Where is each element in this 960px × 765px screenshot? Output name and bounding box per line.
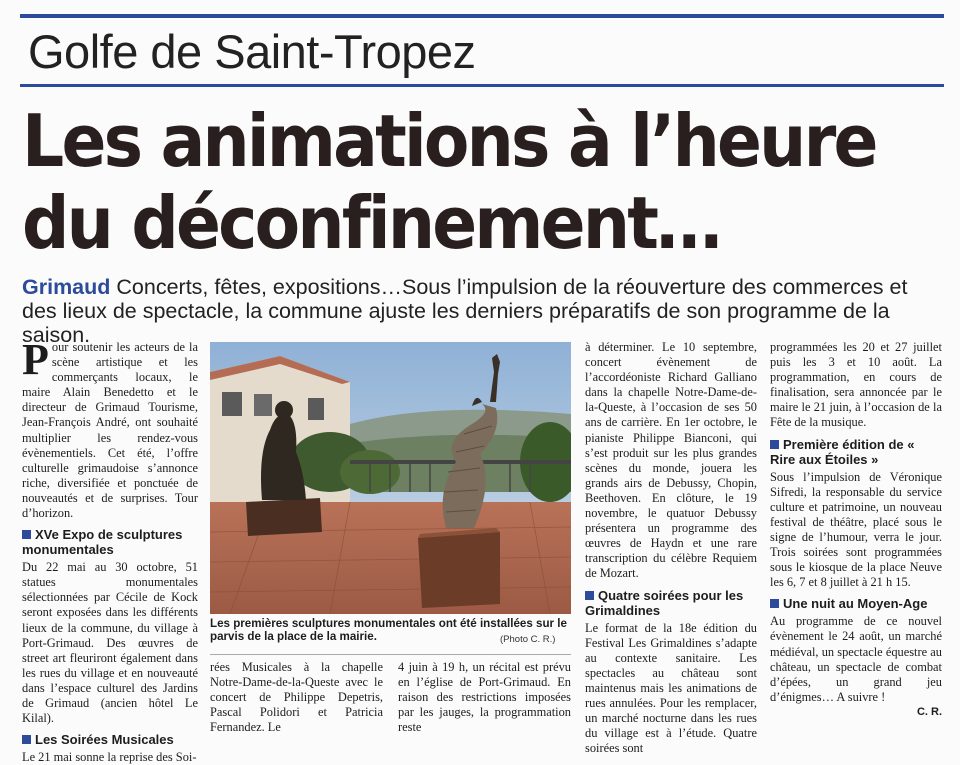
section-rule: [20, 84, 944, 87]
headline-line-2: du déconfinement…: [22, 181, 720, 265]
top-rule: [20, 14, 944, 18]
rire-text: Sous l’impulsion de Véronique Sifredi, la responsable du service culture et patrimoine, un nouveau festival de théâtre, placé sous le signe de l’humour, verra le jour. Trois soirées sont programmées sous le kiosque de la place Neuve les 6, 7 et 8 juillet à 21 h 15.: [770, 469, 942, 590]
lead-place: Grimaud: [22, 275, 111, 299]
photo-credit: (Photo C. R.): [500, 634, 556, 645]
column-5-text: programmées les 20 et 27 juillet puis les 3 et 10 août. La programmation, en cours de finalisation, sera annoncée par le maire le 21 juin, à l’occasion de la Fête de la musique.: [770, 340, 942, 430]
column-3: [398, 660, 571, 735]
headline-line-1: Les animations à l’heure: [22, 99, 876, 183]
column-1: [22, 335, 198, 765]
square-bullet-icon: [22, 735, 31, 744]
column-2-text: rées Musicales à la chapelle Notre-Dame-de-la-Queste avec le concert de Philippe Depetris, Pascal Polidori et Patricia Fernandez. Le: [210, 660, 383, 735]
author-signature: C. R.: [916, 705, 942, 718]
square-bullet-icon: [770, 440, 779, 449]
subheading-moyen-age: Une nuit au Moyen-Age: [770, 596, 942, 611]
headline: [22, 100, 950, 264]
sculpture-photo: [210, 342, 571, 614]
column-4: [585, 340, 757, 756]
photo-caption: Les premières sculptures monumentales ont été installées sur le parvis de la place de la mairie.: [210, 617, 567, 643]
column-5: [770, 340, 942, 720]
caption-divider: [210, 654, 571, 655]
square-bullet-icon: [585, 591, 594, 600]
subheading-expo: XVe Expo de sculptures monumentales: [22, 527, 183, 558]
drop-cap: P: [22, 335, 49, 384]
section-title: Golfe de Saint-Tropez: [28, 25, 476, 78]
column-3-text: 4 juin à 19 h, un récital est prévu en l’église de Port-Grimaud. En raison des restrictions imposées par les jauges, la programmation reste: [398, 660, 571, 735]
square-bullet-icon: [770, 599, 779, 608]
subheading-grimaldines: Quatre soirées pour les Grimaldines: [585, 587, 744, 618]
expo-text: Du 22 mai au 30 octobre, 51 statues monumentales sélectionnées par Cécile de Kock seront exposées dans les différents lieux de la commune, du village à Port-Grimaud. Des œuvres de street art fleuriront également dans les rues du village et en nouveauté dans l’espace culturel des Jardins de Grimaud (ancien hôtel Le Kilal).: [22, 560, 198, 726]
column-4-text: à déterminer. Le 10 septembre, concert évènement de l’accordéoniste Richard Galliano dans la chapelle Notre-Dame-de-la-Queste, à l’occasion de ses 50 ans de carrière. En 1er octobre, le pianiste Philippe Bianconi, qui s’est produit sur les plus grandes scènes du monde, jouera les grands airs de Debussy, Chopin, Beethoven. En clôture, le 19 novembre, le quatuor Debussy présentera un programme des œuvres de Haydn et une rare transcription du célèbre Requiem de Mozart.: [585, 340, 757, 581]
square-bullet-icon: [22, 530, 31, 539]
intro-text: our soutenir les acteurs de la scène artistique et les commerçants locaux, le maire Alain Benedetto et le directeur de Grimaud Tourisme, Jean-François André, ont souhaité multiplier les rendez-vous évènementiels. Cet été, l’offre culturelle grimaudoise s’annonce riche, diversifiée et ponctuée de nouveautés et de surprises. Tour d’horizon.: [22, 340, 198, 521]
soirees-text: Le 21 mai sonne la reprise des Soi-: [22, 750, 197, 765]
subheading-soirees: Les Soirées Musicales: [22, 732, 198, 747]
column-2: [210, 660, 383, 735]
moyen-age-text: Au programme de ce nouvel évènement le 24 août, un marché médiéval, un spectacle équestre au château, un spectacle de combat d’épées, un grand jeu d’énigmes… A suivre !: [770, 614, 942, 704]
subheading-rire-aux-etoiles: Première édition de « Rire aux Étoiles »: [770, 436, 915, 467]
lead-text: Concerts, fêtes, expositions…Sous l’impulsion de la réouverture des commerces et des lieux de spectacle, la commune ajuste les derniers préparatifs de son programme de la saison.: [22, 275, 908, 347]
grimaldines-text: Le format de la 18e édition du Festival Les Grimaldines s’adapte au contexte sanitaire. Les spectacles au château sont maintenus mais les animations de rues annulées. Pour les remplacer, un marché nocturne dans les rues du village est à l’étude. Quatre soirées sont: [585, 620, 757, 756]
lead-paragraph: [22, 275, 942, 347]
